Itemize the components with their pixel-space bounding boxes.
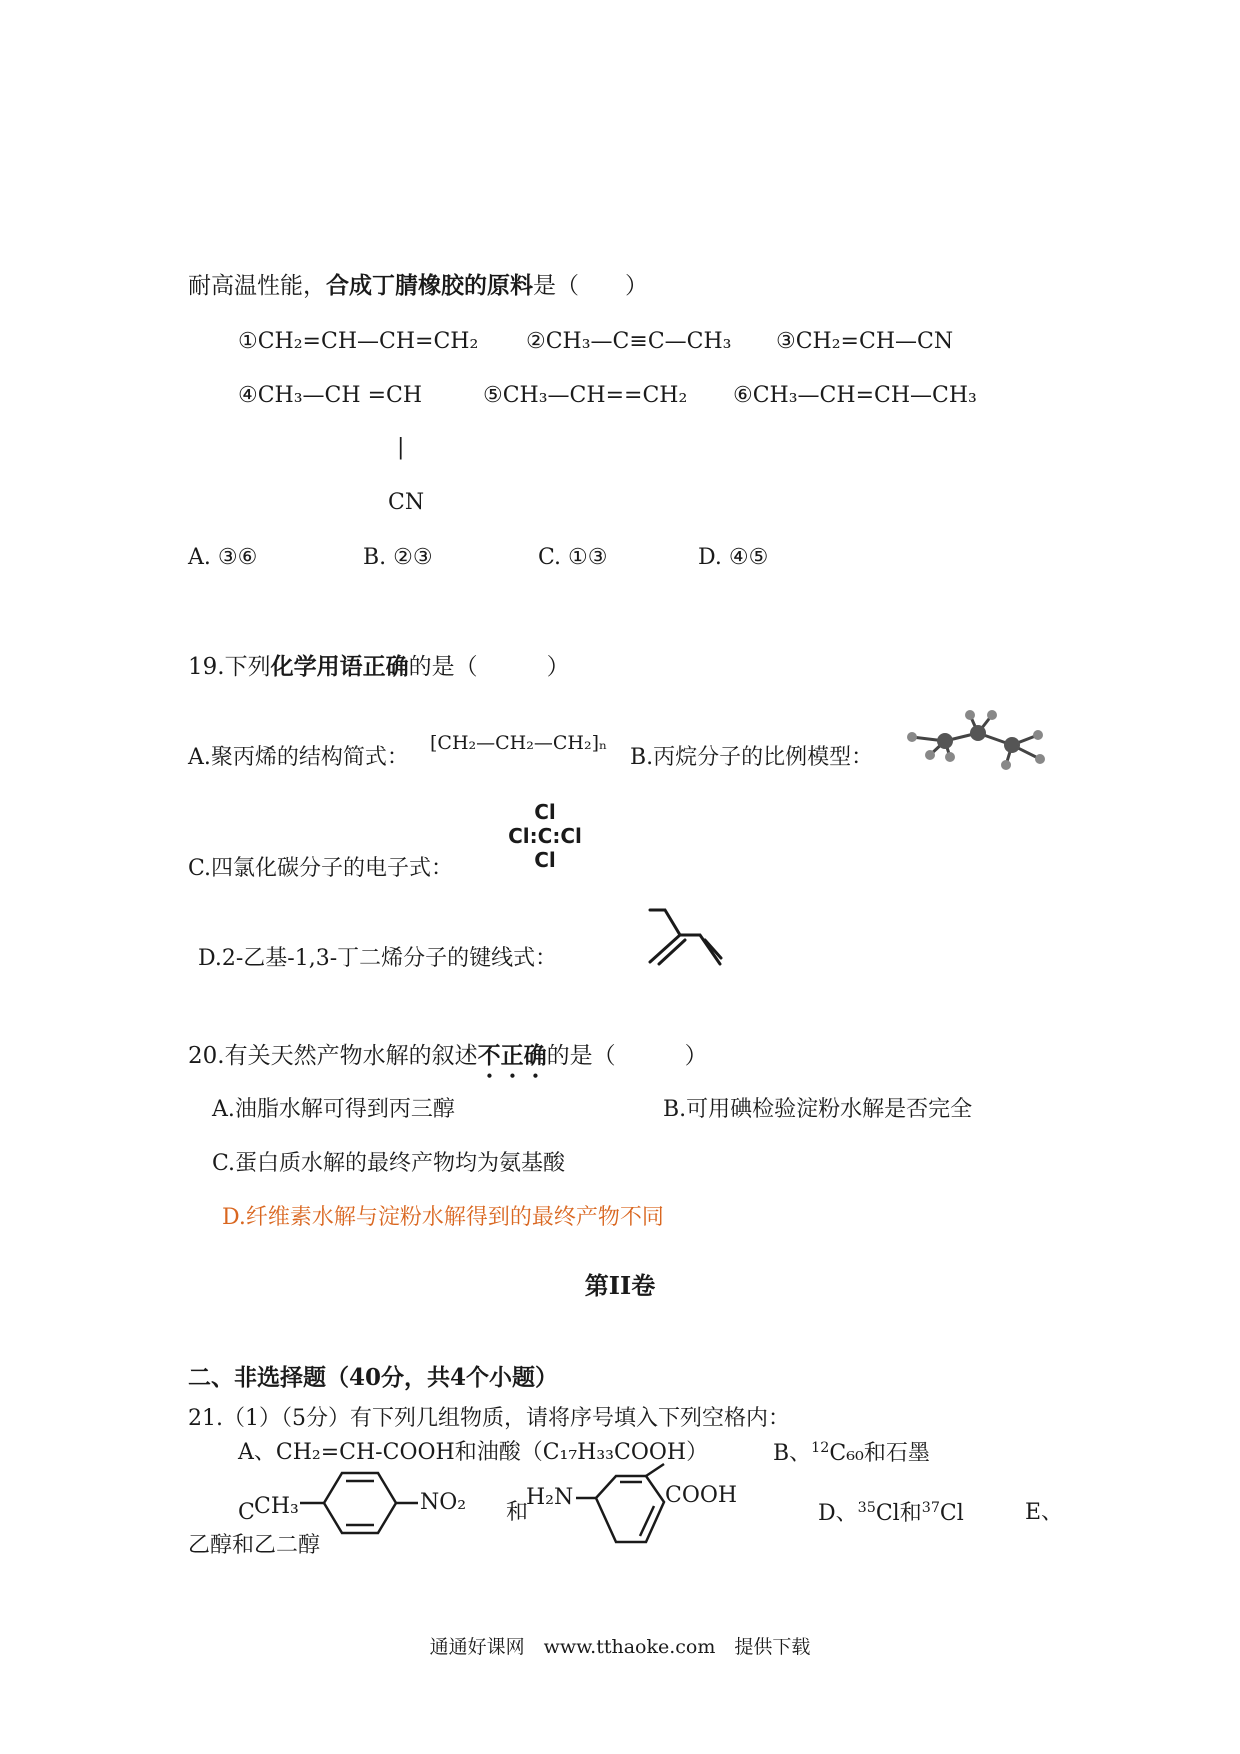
q21-b-mass: 12 [811,1440,830,1456]
page-footer: 通通好课网 www.tthaoke.com 提供下载 [429,1636,811,1658]
q18-item-6: ⑥CH₃—CH=CH—CH₃ [733,383,977,408]
q18-stem-a: 耐高温性能， [188,273,326,299]
q21-group-a: A、CH₂=CH-COOH和油酸（C₁₇H₃₃COOH） [238,1440,709,1465]
q21-b-prefix: B、 [773,1440,812,1466]
q21-d-mass2: 37 [921,1500,940,1516]
q21-group-d [818,1500,964,1527]
q20-stem-c: 的是（ ） [546,1043,708,1069]
q18-item-1: ①CH₂=CH—CH=CH₂ [238,329,479,354]
ccl4-electron-formula [490,800,600,872]
q19-stem-a: 19.下列 [188,654,271,680]
q18-item-4-cn: CN [388,490,425,515]
q21-c-ch3: CH₃ [254,1494,299,1519]
q21-c-prefix: C [238,1500,255,1525]
q20-option-a: A.油脂水解可得到丙三醇 [212,1097,455,1122]
q21-c-h2n: H₂N [526,1485,574,1510]
q20-option-b: B.可用碘检验淀粉水解是否完全 [663,1097,973,1122]
q19-option-d: D.2-乙基-1,3-丁二烯分子的键线式： [198,946,558,971]
q20-option-c: C.蛋白质水解的最终产物均为氨基酸 [212,1151,566,1176]
ccl4-bottom: Cl [534,848,556,872]
q21-stem: 21.（1）（5分）有下列几组物质，请将序号填入下列空格内： [188,1406,790,1431]
q19-option-a: A.聚丙烯的结构简式： [188,745,409,770]
q21-b-rest: C₆₀和石墨 [829,1440,930,1466]
q19-option-c: C.四氯化碳分子的电子式： [188,856,454,881]
section-title: 第II卷 [584,1271,656,1300]
q18-option-d: D. ④⑤ [698,545,769,570]
q21-e-text: 乙醇和乙二醇 [188,1533,321,1558]
q19-stem-c: 的是（ ） [408,654,570,680]
q19-a-formula: [CH₂—CH₂—CH₂]ₙ [430,732,608,754]
skeletal-formula [645,900,725,970]
q19-option-b: B.丙烷分子的比例模型： [630,745,874,770]
q18-stem-c: 是（ ） [533,273,648,299]
q18-option-b: B. ②③ [363,545,433,570]
q19-stem-b: 化学用语正确 [270,653,409,680]
propane-ball-model [900,705,1050,775]
q18-option-a: A. ③⑥ [188,545,258,570]
q19-stem [188,653,570,682]
q21-c-no2: NO₂ [420,1490,467,1515]
q18-stem-b: 合成丁腈橡胶的原料 [326,272,533,299]
q20-stem [188,1042,708,1083]
q21-c-and: 和 [506,1500,529,1525]
q21-d-el1: Cl和 [875,1500,922,1526]
q21-e-prefix: E、 [1025,1500,1064,1525]
q21-d-prefix: D、 [818,1500,858,1526]
q21-d-el2: Cl [939,1500,964,1526]
q21-d-mass1: 35 [857,1500,876,1516]
q20-option-d: D.纤维素水解与淀粉水解得到的最终产物不同 [222,1205,664,1230]
q18-item-3: ③CH₂=CH—CN [776,329,954,354]
q21-group-b [773,1440,930,1467]
q18-item-5: ⑤CH₃—CH==CH₂ [483,383,688,408]
ccl4-top: Cl [534,800,556,824]
part2-title: 二、非选择题（40分，共4个小题） [188,1364,559,1391]
q20-stem-a: 20.有关天然产物水解的叙述 [188,1043,478,1069]
nitrotoluene-ring [300,1468,420,1538]
q18-item-4: ④CH₃—CH =CH [238,383,423,408]
q20-stem-b: 不正确 [477,1042,547,1069]
ccl4-middle: Cl:C:Cl [508,824,582,848]
q18-option-c: C. ①③ [538,545,608,570]
q18-item-2: ②CH₃—C≡C—CH₃ [526,329,732,354]
q18-item-4-branch: | [397,435,405,460]
q21-c-cooh: COOH [665,1483,738,1508]
q18-stem [188,272,648,301]
